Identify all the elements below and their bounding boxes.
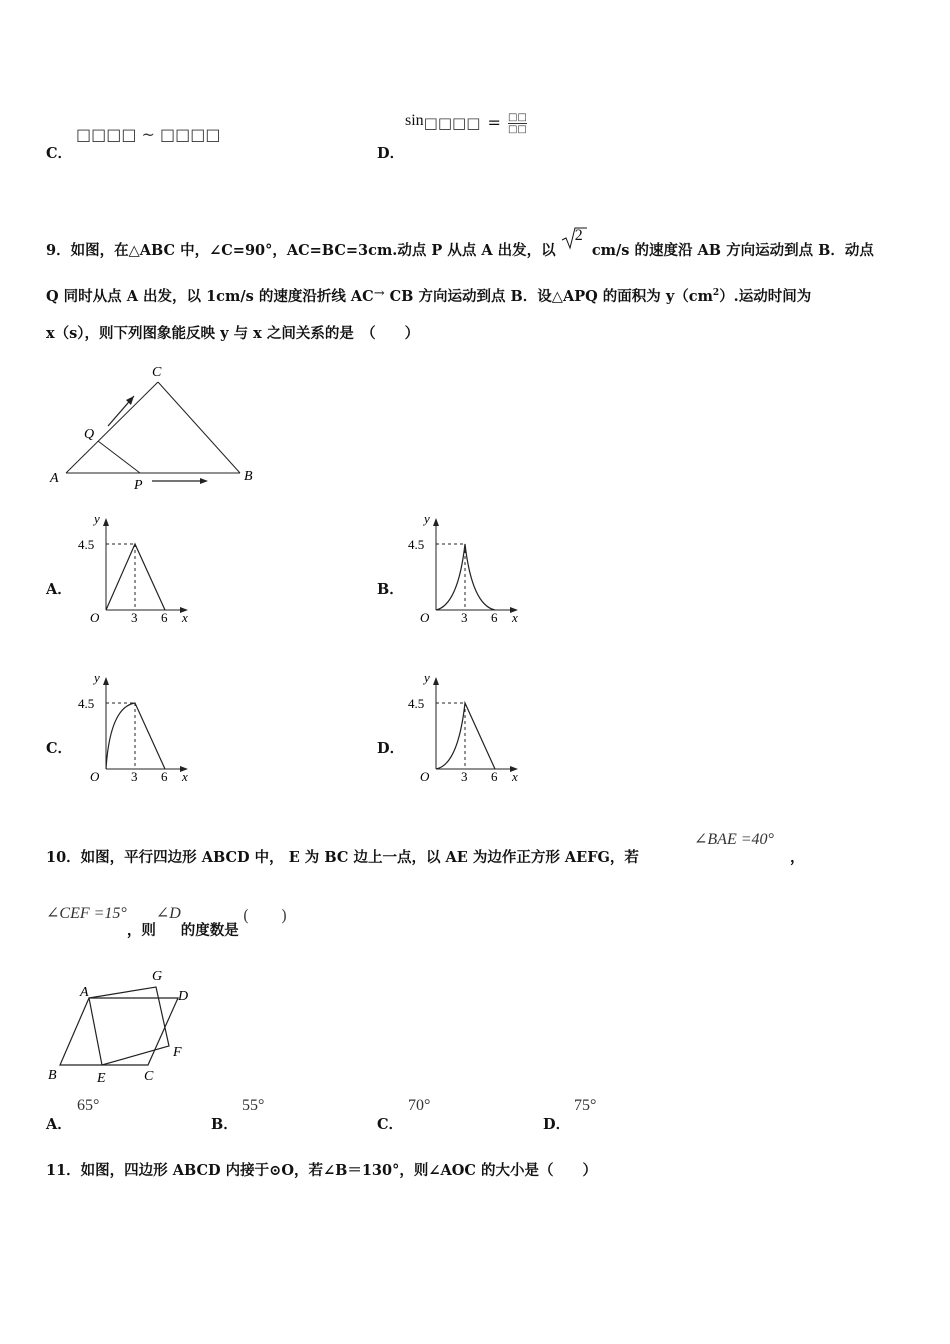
sqrt-symbol xyxy=(561,227,587,257)
graph-axes xyxy=(433,518,518,613)
q10-option-a-label: A． xyxy=(46,1116,72,1133)
tick-4-5: 4.5 xyxy=(78,696,95,711)
angle-d: ∠D xyxy=(155,905,181,922)
tick-4-5: 4.5 xyxy=(78,537,95,552)
then-text: ，则 xyxy=(126,922,156,939)
q10-line-1: 10．如图，平行四边形 ABCD 中， E 为 BC 边上一点，以 AE 为边作正方形 AEFG，若 xyxy=(46,849,639,866)
origin-label: O xyxy=(420,610,430,625)
fraction-numerator: □□ xyxy=(507,112,527,123)
triangle-figure xyxy=(40,360,270,495)
graph-option-b xyxy=(402,510,532,630)
arrow-symbol: → xyxy=(373,286,385,301)
label-f: F xyxy=(173,1045,182,1060)
tick-6: 6 xyxy=(491,769,498,784)
tick-3: 3 xyxy=(461,769,468,784)
label-e: E xyxy=(97,1071,106,1086)
tick-3: 3 xyxy=(131,610,138,625)
sin-text: sin xyxy=(405,112,424,129)
q9-option-b-label: B． xyxy=(377,581,404,598)
answer-paren: ( ) xyxy=(242,906,288,925)
tick-3: 3 xyxy=(131,769,138,784)
q8-option-c-label: C． xyxy=(46,145,73,162)
q10-option-b-label: B． xyxy=(211,1116,238,1133)
origin-label: O xyxy=(90,610,100,625)
q9-option-d-label: D． xyxy=(377,740,405,757)
axis-y-label: y xyxy=(424,670,430,685)
fraction-denominator: □□ xyxy=(507,124,527,135)
q10-line-2 xyxy=(46,903,287,943)
origin-label: O xyxy=(420,769,430,784)
q9-line1-suffix: cm/s 的速度沿 AB 方向运动到点 B．动点 xyxy=(591,242,874,259)
equals-sign: = xyxy=(487,113,501,132)
radical-sign xyxy=(561,225,587,251)
tick-3: 3 xyxy=(461,610,468,625)
tick-6: 6 xyxy=(161,610,168,625)
segment-ac xyxy=(66,382,158,473)
superscript-2: 2 xyxy=(712,288,720,299)
q9-line2-prefix: Q 同时从点 A 出发，以 1cm/s 的速度沿折线 AC xyxy=(46,288,374,305)
q9-line2-mid: CB 方向运动到点 B．设△APQ 的面积为 y（cm xyxy=(384,288,713,305)
label-d: D xyxy=(178,989,189,1004)
q10-option-b-value: 55° xyxy=(242,1097,265,1114)
q10-option-c-label: C． xyxy=(377,1116,404,1133)
axis-x-label: x xyxy=(182,769,188,784)
axis-x-label: x xyxy=(512,610,518,625)
label-q: Q xyxy=(84,427,95,442)
q10-option-a-value: 65° xyxy=(77,1097,100,1114)
tick-4-5: 4.5 xyxy=(408,537,425,552)
fraction xyxy=(508,112,527,135)
condition-angle-bae: ∠BAE =40° xyxy=(694,831,774,848)
q10-option-c-value: 70° xyxy=(408,1097,431,1114)
q8-option-c-expression: □□□□ ~ □□□□ xyxy=(76,125,221,144)
parallelogram-figure xyxy=(40,962,210,1090)
axis-y-label: y xyxy=(94,670,100,685)
graph-option-a xyxy=(72,510,202,630)
axis-x-label: x xyxy=(182,610,188,625)
segment-cb xyxy=(158,382,240,473)
graph-option-d xyxy=(402,669,532,789)
square-aefg xyxy=(89,987,169,1065)
origin-label: O xyxy=(90,769,100,784)
label-b: B xyxy=(48,1068,57,1083)
label-a: A xyxy=(80,985,89,1000)
q9-option-c-label: C． xyxy=(46,740,73,757)
label-c: C xyxy=(144,1069,154,1084)
degree-text: 的度数是 xyxy=(180,922,239,939)
q9-line-2 xyxy=(46,285,811,306)
axis-x-label: x xyxy=(512,769,518,784)
q10-option-d-value: 75° xyxy=(574,1097,597,1114)
axis-y-label: y xyxy=(424,511,430,526)
graph-option-c xyxy=(72,669,202,789)
segment-qp xyxy=(98,441,140,473)
q10-option-d-label: D． xyxy=(543,1116,571,1133)
q9-line-3: x（s），则下列图象能反映 y 与 x 之间关系的是 （ ） xyxy=(46,325,420,342)
axis-y-label: y xyxy=(94,511,100,526)
tick-6: 6 xyxy=(161,769,168,784)
q9-line2-suffix: ）.运动时间为 xyxy=(719,288,812,305)
label-a: A xyxy=(50,471,59,486)
label-c: C xyxy=(152,365,162,380)
sin-boxes: □□□□ xyxy=(423,114,481,132)
label-g: G xyxy=(152,969,163,984)
label-p: P xyxy=(134,478,143,493)
q10-comma: ， xyxy=(790,849,805,866)
graph-axes xyxy=(433,677,518,772)
tick-4-5: 4.5 xyxy=(408,696,425,711)
graph-axes xyxy=(103,677,188,772)
condition-angle-cef: ∠CEF =15° xyxy=(46,905,127,922)
q8-option-d-label: D． xyxy=(377,145,405,162)
q9-line1-prefix: 9．如图，在△ABC 中，∠C=90°，AC=BC=3cm.动点 P 从点 A 出发，以 xyxy=(46,242,556,259)
label-b: B xyxy=(244,469,253,484)
graph-axes xyxy=(103,518,188,613)
q8-option-d-expression xyxy=(405,112,527,142)
q9-option-a-label: A． xyxy=(46,581,72,598)
tick-6: 6 xyxy=(491,610,498,625)
sqrt-radicand: 2 xyxy=(574,227,583,244)
q9-line-1 xyxy=(46,227,874,260)
q11-line-1: 11．如图，四边形 ABCD 内接于⊙O，若∠B＝130°，则∠AOC 的大小是（ ） xyxy=(46,1162,597,1179)
p-arrow-head xyxy=(200,478,208,484)
